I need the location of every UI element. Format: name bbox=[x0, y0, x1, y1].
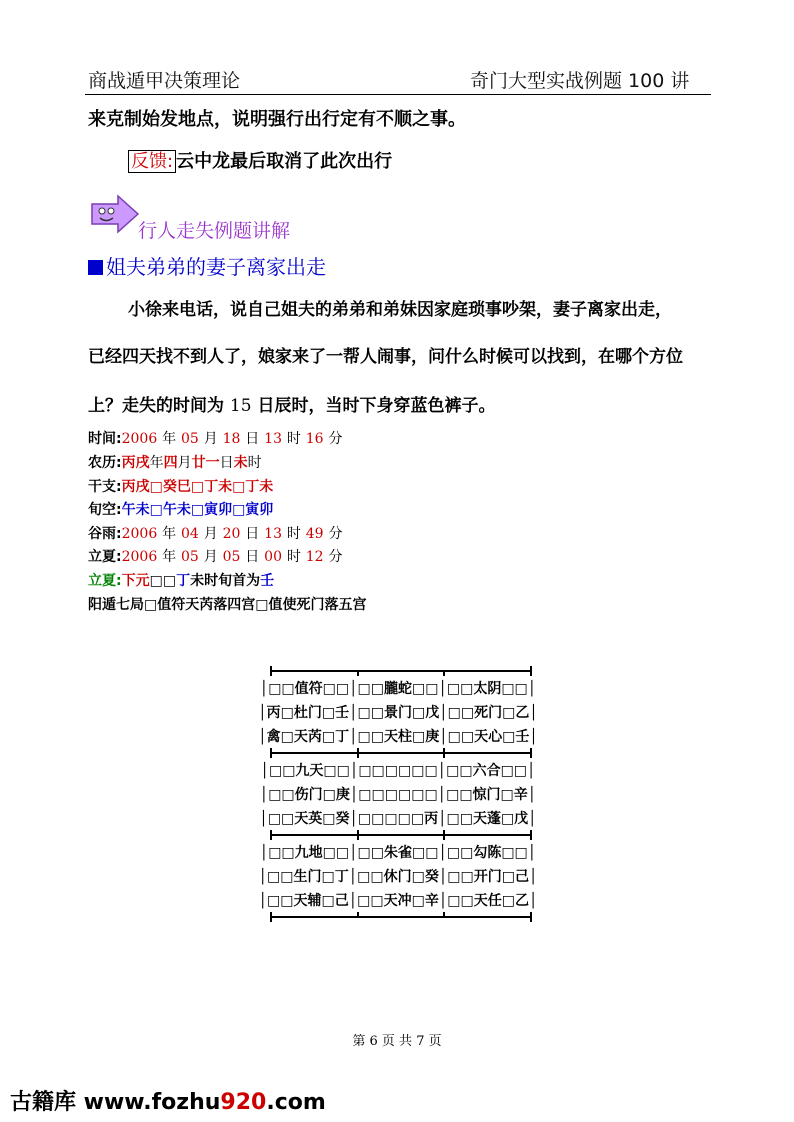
feedback-label-box bbox=[128, 150, 176, 173]
header-right-title: 奇门大型实战例题 100 讲 bbox=[470, 70, 690, 92]
square-bullet-icon bbox=[88, 260, 103, 275]
unit-year: 年 bbox=[162, 549, 177, 565]
paragraph-line-3c: 日辰时，当时下身穿蓝色裤子。 bbox=[251, 396, 496, 416]
info-guyu-label: 谷雨: bbox=[88, 526, 122, 542]
lunar-g: 未 bbox=[233, 455, 248, 471]
chart-row: │禽□天芮□丁│□□天柱□庚│□□天心□壬│ bbox=[258, 729, 538, 745]
lixia-minute: 12 bbox=[305, 549, 324, 565]
guyu-day: 20 bbox=[222, 526, 241, 542]
unit-hour: 时 bbox=[286, 549, 301, 565]
unit-minute: 分 bbox=[328, 526, 343, 542]
time-year: 2006 bbox=[121, 431, 158, 447]
unit-year: 年 bbox=[162, 431, 177, 447]
unit-day: 日 bbox=[245, 549, 260, 565]
paragraph-line-3b: 15 bbox=[229, 396, 252, 416]
info-time bbox=[88, 431, 342, 448]
info-xunkong bbox=[88, 502, 273, 519]
intro-line: 来克制始发地点，说明强行出行定有不顺之事。 bbox=[88, 109, 466, 130]
time-minute: 16 bbox=[305, 431, 324, 447]
time-hour: 13 bbox=[264, 431, 282, 447]
paragraph-line-2: 已经四天找不到人了，娘家来了一帮人闹事，问什么时候可以找到，在哪个方位 bbox=[88, 347, 683, 367]
info-ganzhi-label: 干支: bbox=[88, 479, 122, 495]
xunkong-value: 午未□午未□寅卯□寅卯 bbox=[121, 502, 274, 518]
lunar-f: 日 bbox=[219, 455, 234, 471]
lunar-d: 月 bbox=[177, 455, 192, 471]
time-day: 18 bbox=[222, 431, 241, 447]
watermark-number: 920 bbox=[220, 1090, 267, 1115]
page-number: 第 6 页 共 7 页 bbox=[352, 1034, 442, 1049]
guyu-hour: 13 bbox=[264, 526, 282, 542]
info-xunkong-label: 旬空: bbox=[88, 502, 122, 518]
chart-row: │□□伤门□庚│□□□□□□│□□惊门□辛│ bbox=[259, 787, 537, 803]
info-ganzhi bbox=[88, 479, 273, 496]
info-lixia-2 bbox=[88, 573, 274, 590]
chart-row: │丙□杜门□壬│□□景门□戊│□□死门□乙│ bbox=[258, 705, 538, 721]
guyu-minute: 49 bbox=[305, 526, 324, 542]
lunar-b: 年 bbox=[149, 455, 164, 471]
lixia2-b: □□ bbox=[149, 573, 177, 589]
chart-row: │□□天英□癸│□□□□□丙│□□天蓬□戊│ bbox=[259, 811, 537, 827]
unit-hour: 时 bbox=[286, 526, 301, 542]
unit-month: 月 bbox=[203, 549, 218, 565]
watermark-site: 古籍库 www.fozhu bbox=[10, 1090, 221, 1115]
feedback-line bbox=[128, 152, 392, 172]
info-lixia2-label: 立夏: bbox=[88, 573, 122, 589]
info-lixia bbox=[88, 549, 342, 566]
feedback-label: 反馈: bbox=[131, 151, 174, 172]
info-lixia-label: 立夏: bbox=[88, 549, 122, 565]
ganzhi-value: 丙戌□癸巳□丁未□丁未 bbox=[121, 479, 274, 495]
info-guyu bbox=[88, 526, 342, 543]
qimen-chart bbox=[246, 666, 550, 922]
paragraph-line-1: 小徐来电话，说自己姐夫的弟弟和弟妹因家庭琐事吵架，妻子离家出走， bbox=[128, 300, 672, 320]
paragraph-line-3 bbox=[88, 396, 495, 416]
info-lunar-label: 农历: bbox=[88, 455, 122, 471]
lixia2-c: 丁 bbox=[176, 573, 191, 589]
unit-day: 日 bbox=[245, 526, 260, 542]
section-title: 行人走失例题讲解 bbox=[138, 220, 291, 242]
lunar-c: 四 bbox=[163, 455, 178, 471]
lunar-a: 丙戌 bbox=[121, 455, 150, 471]
arrow-face-icon bbox=[88, 194, 140, 236]
unit-month: 月 bbox=[203, 526, 218, 542]
unit-year: 年 bbox=[162, 526, 177, 542]
lunar-e: 廿一 bbox=[191, 455, 220, 471]
unit-day: 日 bbox=[245, 431, 260, 447]
unit-minute: 分 bbox=[328, 549, 343, 565]
chart-rule-bottom bbox=[270, 912, 532, 922]
chart-row: │□□天辅□己│□□天冲□辛│□□天任□乙│ bbox=[258, 893, 538, 909]
lixia-month: 05 bbox=[181, 549, 199, 565]
unit-minute: 分 bbox=[328, 431, 343, 447]
watermark-tld: .com bbox=[266, 1090, 326, 1115]
info-lunar bbox=[88, 455, 262, 472]
info-ju: 阳遁七局□值符天芮落四宫□值使死门落五宫 bbox=[88, 597, 367, 613]
lunar-h: 时 bbox=[247, 455, 262, 471]
sub-title bbox=[88, 251, 326, 280]
chart-row: │□□值符□□│□□朧蛇□□│□□太阴□□│ bbox=[259, 681, 537, 697]
unit-month: 月 bbox=[203, 431, 218, 447]
sub-title-text: 姐夫弟弟的妻子离家出走 bbox=[106, 255, 326, 279]
chart-rule-mid bbox=[270, 748, 532, 758]
info-time-label: 时间: bbox=[88, 431, 122, 447]
lixia-year: 2006 bbox=[121, 549, 158, 565]
chart-row: │□□九地□□│□□朱雀□□│□□勾陈□□│ bbox=[259, 845, 537, 861]
chart-row: │□□九天□□│□□□□□□│□□六合□□│ bbox=[260, 763, 536, 779]
guyu-year: 2006 bbox=[121, 526, 158, 542]
header-rule bbox=[85, 94, 711, 95]
paragraph-line-3a: 上？走失的时间为 bbox=[88, 396, 230, 416]
unit-hour: 时 bbox=[286, 431, 301, 447]
chart-rule-top bbox=[270, 666, 532, 676]
chart-row: │□□生门□丁│□□休门□癸│□□开门□己│ bbox=[258, 869, 538, 885]
time-month: 05 bbox=[181, 431, 199, 447]
feedback-text: 云中龙最后取消了此次出行 bbox=[176, 151, 393, 172]
header-left-title: 商战遁甲决策理论 bbox=[88, 70, 241, 92]
guyu-month: 04 bbox=[181, 526, 199, 542]
lixia-hour: 00 bbox=[264, 549, 282, 565]
lixia2-a: 下元 bbox=[121, 573, 150, 589]
lixia-day: 05 bbox=[222, 549, 241, 565]
watermark bbox=[10, 1085, 326, 1116]
chart-rule-mid bbox=[270, 830, 532, 840]
lixia2-e: 壬 bbox=[260, 573, 275, 589]
lixia2-d: 未时旬首为 bbox=[190, 573, 261, 589]
